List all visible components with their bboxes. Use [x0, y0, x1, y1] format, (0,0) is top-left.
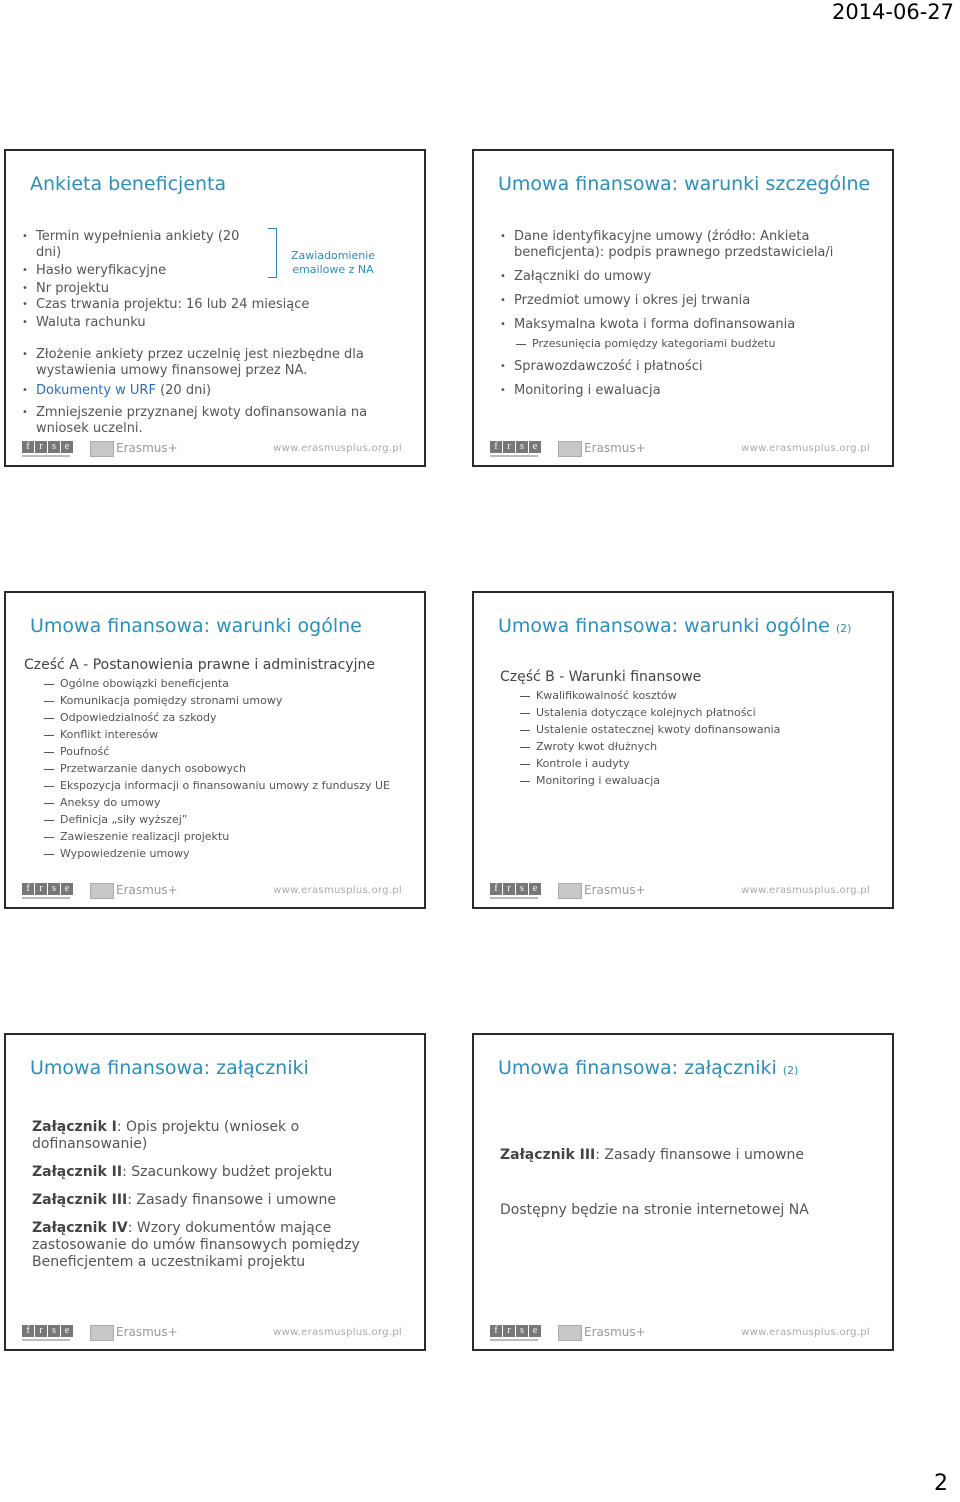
attachment-label: Załącznik I	[32, 1119, 117, 1135]
footer-url: www.erasmusplus.org.pl	[741, 443, 870, 454]
sub-list-item: Wypowiedzenie umowy	[44, 847, 424, 861]
footer-url: www.erasmusplus.org.pl	[741, 885, 870, 896]
slide-zalaczniki	[4, 1033, 426, 1351]
sub-list-item: Przetwarzanie danych osobowych	[44, 762, 424, 776]
sub-list-item: Monitoring i ewaluacja	[520, 774, 880, 788]
attachment-text: : Szacunkowy budżet projektu	[122, 1164, 333, 1180]
attachment-text: : Zasady finansowe i umowne	[595, 1147, 804, 1163]
erasmus-logo: Erasmus+	[584, 1325, 646, 1339]
sub-list-item: Konflikt interesów	[44, 728, 424, 742]
slide-footer	[474, 877, 892, 907]
bracket-note: Zawiadomienie emailowe z NA	[290, 249, 376, 276]
footer-url: www.erasmusplus.org.pl	[741, 1327, 870, 1338]
slide-warunki-szczegolne	[472, 149, 894, 467]
eu-flag-icon	[558, 1325, 582, 1341]
frse-logo: f r s e	[22, 441, 73, 453]
erasmus-logo: Erasmus+	[584, 441, 646, 455]
list-item: • Załączniki do umowy	[500, 269, 880, 285]
sub-list-item: Aneksy do umowy	[44, 796, 424, 810]
sub-list-item: Ekspozycja informacji o finansowaniu umowy z funduszy UE	[44, 779, 424, 793]
footer-url: www.erasmusplus.org.pl	[273, 885, 402, 896]
attachment-item	[500, 1147, 870, 1163]
page-date: 2014-06-27	[831, 0, 954, 24]
slide-footer	[6, 435, 424, 465]
list-item: • Maksymalna kwota i forma dofinansowania	[500, 317, 880, 333]
availability-note: Dostępny będzie na stronie internetowej NA	[500, 1202, 809, 1218]
attachment-text: : Wzory dokumentów mające zastosowanie do umów finansowych pomiędzy Beneficjentem a uczestnikami projektu	[32, 1220, 360, 1270]
footer-url: www.erasmusplus.org.pl	[273, 443, 402, 454]
list-item: • Termin wypełnienia ankiety (20 dni)	[22, 229, 262, 261]
slide-title: Umowa finansowa: warunki ogólne	[30, 615, 362, 637]
sub-list-item: Ogólne obowiązki beneficjenta	[44, 677, 424, 691]
eu-flag-icon	[90, 1325, 114, 1341]
section-lead: Część B - Warunki finansowe	[500, 669, 702, 685]
title-suffix: (2)	[782, 1064, 799, 1077]
frse-logo: f r s e	[490, 441, 541, 453]
sub-list-item: Przesunięcia pomiędzy kategoriami budżetu	[516, 337, 880, 351]
erasmus-logo: Erasmus+	[584, 883, 646, 897]
slide-title: Umowa finansowa: warunki ogólne (2)	[498, 615, 852, 637]
slide-footer	[474, 435, 892, 465]
section-lead: Cześć A - Postanowienia prawne i administracyjne	[24, 657, 375, 673]
sub-list-item: Kwalifikowalność kosztów	[520, 689, 880, 703]
slide-zalaczniki-2	[472, 1033, 894, 1351]
list-item: • Złożenie ankiety przez uczelnię jest niezbędne dla wystawienia umowy finansowej przez NA.	[22, 347, 402, 379]
attachment-item	[32, 1119, 402, 1153]
slide-warunki-ogolne	[4, 591, 426, 909]
slide-warunki-ogolne-2	[472, 591, 894, 909]
slide-title: Umowa finansowa: warunki szczególne	[498, 173, 871, 195]
eu-flag-icon	[90, 441, 114, 457]
attachment-label: Załącznik IV	[32, 1220, 128, 1236]
list-item: • Przedmiot umowy i okres jej trwania	[500, 293, 880, 309]
dokumenty-urf: Dokumenty w URF	[36, 383, 156, 398]
slide-title: Umowa finansowa: załączniki	[30, 1057, 309, 1079]
sub-list-item: Komunikacja pomiędzy stronami umowy	[44, 694, 424, 708]
frse-logo: f r s e	[22, 883, 73, 895]
attachment-text: : Opis projektu (wniosek o dofinansowanie)	[32, 1119, 300, 1152]
list-item: • Monitoring i ewaluacja	[500, 383, 880, 399]
slide-ankieta	[4, 149, 426, 467]
frse-logo: f r s e	[22, 1325, 73, 1337]
dokumenty-days: (20 dni)	[160, 383, 212, 398]
footer-url: www.erasmusplus.org.pl	[273, 1327, 402, 1338]
list-item: • Nr projektu	[22, 281, 262, 297]
attachment-item	[32, 1220, 402, 1271]
attachment-label: Załącznik III	[32, 1192, 128, 1208]
list-item: • Czas trwania projektu: 16 lub 24 miesiące	[22, 297, 402, 313]
eu-flag-icon	[558, 883, 582, 899]
sub-list-item: Zawieszenie realizacji projektu	[44, 830, 424, 844]
erasmus-logo: Erasmus+	[116, 441, 178, 455]
title-suffix: (2)	[835, 622, 852, 635]
eu-flag-icon	[90, 883, 114, 899]
sub-list-item: Zwroty kwot dłużnych	[520, 740, 880, 754]
frse-logo: f r s e	[490, 883, 541, 895]
slide-footer	[6, 877, 424, 907]
slide-title: Ankieta beneficjenta	[30, 173, 227, 195]
slide-title: Umowa finansowa: załączniki (2)	[498, 1057, 799, 1079]
list-item: • Zmniejszenie przyznanej kwoty dofinansowania na wniosek uczelni.	[22, 405, 402, 437]
bracket	[268, 228, 277, 278]
slide-footer	[474, 1319, 892, 1349]
attachment-label: Załącznik II	[32, 1164, 123, 1180]
erasmus-logo: Erasmus+	[116, 1325, 178, 1339]
erasmus-logo: Erasmus+	[116, 883, 178, 897]
sub-list-item: Odpowiedzialność za szkody	[44, 711, 424, 725]
list-item: • Dane identyfikacyjne umowy (źródło: Ankieta beneficjenta): podpis prawnego przedstawiciela/i	[500, 229, 880, 261]
sub-list-item: Poufność	[44, 745, 424, 759]
sub-list-item: Kontrole i audyty	[520, 757, 880, 771]
list-item: • Waluta rachunku	[22, 315, 402, 331]
page-number: 2	[934, 1471, 948, 1496]
sub-list-item: Ustalenie ostatecznej kwoty dofinansowania	[520, 723, 880, 737]
attachment-item	[32, 1192, 402, 1209]
sub-list-item: Ustalenia dotyczące kolejnych płatności	[520, 706, 880, 720]
list-item: • Hasło weryfikacyjne	[22, 263, 262, 279]
attachment-text: : Zasady finansowe i umowne	[127, 1192, 336, 1208]
list-item	[22, 383, 402, 399]
attachment-item	[32, 1164, 402, 1181]
eu-flag-icon	[558, 441, 582, 457]
frse-logo: f r s e	[490, 1325, 541, 1337]
attachment-label: Załącznik III	[500, 1147, 596, 1163]
sub-list-item: Definicja „siły wyższej”	[44, 813, 424, 827]
slide-footer	[6, 1319, 424, 1349]
list-item: • Sprawozdawczość i płatności	[500, 359, 880, 375]
